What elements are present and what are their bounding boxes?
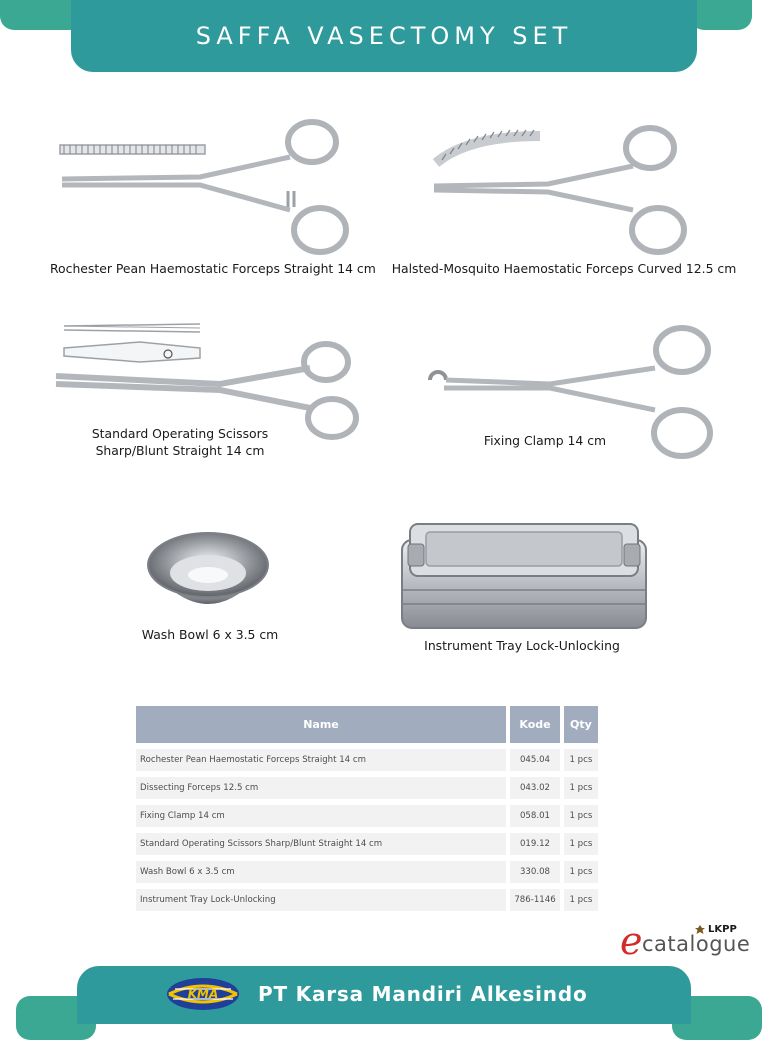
table-row — [136, 777, 598, 799]
caption-scissors-line1: Standard Operating Scissors — [91, 426, 269, 441]
footer-banner — [77, 966, 691, 1024]
cell-name: Rochester Pean Haemostatic Forceps Straight 14 cm — [136, 749, 506, 771]
cell-qty: 1 pcs — [564, 889, 598, 911]
product-curved-forceps — [428, 118, 718, 258]
header-banner — [71, 0, 697, 72]
cell-kode: 058.01 — [510, 805, 560, 827]
column-header-kode: Kode — [510, 706, 560, 743]
table-header-row — [136, 706, 598, 743]
top-right-corner-accent — [690, 0, 752, 30]
cell-qty: 1 pcs — [564, 833, 598, 855]
table-row — [136, 833, 598, 855]
table-row — [136, 749, 598, 771]
table-row — [136, 805, 598, 827]
cell-name: Fixing Clamp 14 cm — [136, 805, 506, 827]
wash-bowl-icon — [138, 525, 278, 617]
product-instrument-tray — [398, 520, 650, 632]
cell-qty: 1 pcs — [564, 749, 598, 771]
cell-qty: 1 pcs — [564, 861, 598, 883]
page-title: SAFFA VASECTOMY SET — [195, 22, 573, 50]
caption-instrument-tray: Instrument Tray Lock-Unlocking — [424, 638, 620, 653]
kma-logo-icon — [165, 976, 241, 1012]
cell-name: Wash Bowl 6 x 3.5 cm — [136, 861, 506, 883]
ecatalogue-logo-e: e — [620, 919, 643, 963]
cell-kode: 043.02 — [510, 777, 560, 799]
cell-name: Instrument Tray Lock-Unlocking — [136, 889, 506, 911]
curved-forceps-icon — [428, 118, 718, 258]
column-header-qty: Qty — [564, 706, 598, 743]
cell-kode: 019.12 — [510, 833, 560, 855]
items-table — [132, 700, 602, 917]
lkpp-label: LKPP — [708, 924, 737, 935]
caption-wash-bowl: Wash Bowl 6 x 3.5 cm — [141, 627, 279, 642]
cell-name: Standard Operating Scissors Sharp/Blunt Straight 14 cm — [136, 833, 506, 855]
caption-scissors-line2: Sharp/Blunt Straight 14 cm — [95, 443, 265, 458]
caption-curved-forceps: Halsted-Mosquito Haemostatic Forceps Curved 12.5 cm — [391, 261, 737, 276]
cell-kode: 786-1146 — [510, 889, 560, 911]
caption-straight-forceps: Rochester Pean Haemostatic Forceps Straight 14 cm — [50, 261, 376, 276]
ecatalogue-logo-word: catalogue — [642, 932, 751, 956]
table-row — [136, 861, 598, 883]
product-wash-bowl — [138, 525, 278, 617]
cell-qty: 1 pcs — [564, 777, 598, 799]
instrument-tray-icon — [398, 520, 650, 632]
company-name: PT Karsa Mandiri Alkesindo — [258, 982, 588, 1006]
cell-qty: 1 pcs — [564, 805, 598, 827]
straight-forceps-icon — [50, 115, 370, 255]
ecatalogue-logo — [620, 919, 754, 963]
cell-kode: 330.08 — [510, 861, 560, 883]
column-header-name: Name — [136, 706, 506, 743]
caption-fixing-clamp: Fixing Clamp 14 cm — [483, 433, 607, 448]
garuda-emblem-icon — [694, 924, 706, 936]
cell-kode: 045.04 — [510, 749, 560, 771]
kma-logo-text: KMA — [187, 987, 219, 1001]
product-straight-forceps — [50, 115, 370, 255]
table-row — [136, 889, 598, 911]
cell-name: Dissecting Forceps 12.5 cm — [136, 777, 506, 799]
